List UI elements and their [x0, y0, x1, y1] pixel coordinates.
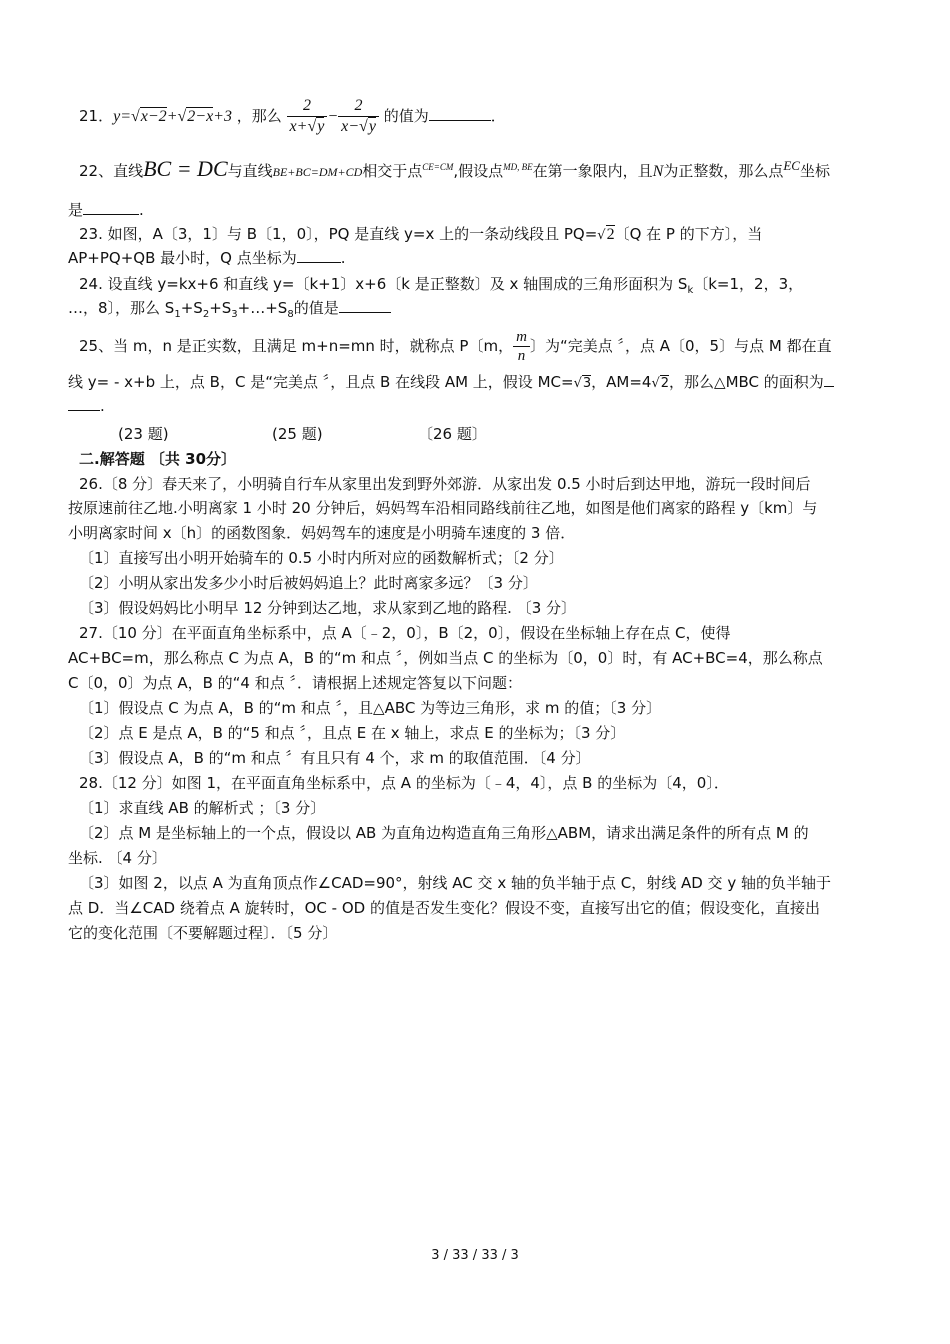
answer-blank — [83, 200, 139, 215]
question-25-line3: . — [68, 396, 888, 416]
question-28-part3-cont2: 它的变化范围〔不要解题过程〕．〔5 分〕 — [68, 924, 338, 942]
sqrt-term-2: 2−x — [187, 108, 214, 125]
question-26-part3: 〔3〕假设妈妈比小明早 12 分钟到达乙地，求从家到乙地的路程. 〔3 分〕 — [79, 599, 577, 617]
sqrt-term-1: x−2 — [140, 108, 167, 125]
question-28-part1: 〔1〕求直线 AB 的解析式 ；〔3 分〕 — [79, 799, 326, 817]
question-27-line1: 27.〔10 分〕在平面直角坐标系中，点 A〔﹣2，0〕，B〔2，0〕，假设在坐标轴上存在点 C，使得 — [79, 624, 731, 642]
answer-blank — [824, 372, 834, 387]
section-title: 二.解答题 〔共 30分〕 — [79, 450, 237, 468]
answer-blank — [339, 298, 391, 313]
question-21: 21．y=√x−2+√2−x+3 ，那么 $\frac{2}{x+√y}$ − $\frac{2}{x-√y}$ 的值为 ． — [79, 97, 506, 135]
answer-blank — [429, 106, 491, 121]
answer-blank — [68, 396, 100, 411]
fraction-1: $\frac{2}{x+√y}$ — [287, 96, 328, 137]
figure-caption-26: 〔26 题〕 — [418, 425, 487, 443]
answer-blank — [297, 248, 341, 263]
question-24-line2: …，8〕，那么 $S_1+S_2+S_3+\dots+S_8$的值是 — [68, 298, 888, 325]
question-27-part2: 〔2〕点 E 是点 A，B 的“5 和点 〞，且点 E 在 x 轴上，求点 E 的坐标为；〔3 分〕 — [79, 724, 626, 742]
question-25-line2: 线 y= - x+b 上，点 B，C 是“完美点 〞，且点 B 在线段 AM 上，假设 MC=√3，AM=4√2，那么△MBC 的面积为 — [68, 372, 888, 394]
question-24: 24. 设直线 y=kx+6 和直线 y=〔k+1〕x+6〔k 是正整数〕及 x 轴围成的三角形面积为 $S_k$〔k=1，2，3， — [79, 275, 804, 296]
page-number: 3 / 33 / 33 / 3 — [431, 1248, 519, 1263]
question-28-part3: 〔3〕如图 2，以点 A 为直角顶点作∠CAD=90°，射线 AC 交 x 轴的负半轴于点 C，射线 AD 交 y 轴的负半轴于 — [79, 874, 831, 892]
figure-caption-25: (25 题) — [272, 425, 323, 443]
question-28-part3-cont1: 点 D．当∠CAD 绕着点 A 旋转时，OC - OD 的值是否发生变化？假设不变，直接写出它的值；假设变化，直接出 — [68, 899, 820, 917]
question-28-line1: 28.〔12 分〕如图 1，在平面直角坐标系中，点 A 的坐标为〔﹣4，4〕，点 B 的坐标为〔4，0〕． — [79, 774, 729, 792]
question-23: 23. 如图，A〔3，1〕与 B〔1，0〕，PQ 是直线 y=x 上的一条动线段且 PQ=√2〔Q 在 P 的下方〕，当 — [79, 225, 763, 243]
question-27-part3: 〔3〕假设点 A，B 的“m 和点 〞有且只有 4 个，求 m 的取值范围．〔4 分〕 — [79, 749, 591, 767]
question-22: 22、直线BC = DC与直线BE+BC=DM+CD相交于点$^{CE=CM}$,假设点$^{MD, BE}$在第一象限内，且N为正整数，那么点$^{EC}$坐标 — [79, 156, 830, 181]
question-26-part1: 〔1〕直接写出小明开始骑车的 0.5 小时内所对应的函数解析式；〔2 分〕 — [79, 549, 564, 567]
figure-caption-23: (23 题) — [118, 425, 169, 443]
question-26-line1: 26.〔8 分〕春天来了，小明骑自行车从家里出发到野外郊游．从家出发 0.5 小时后到达甲地，游玩一段时间后 — [79, 475, 811, 493]
question-26-part2: 〔2〕小明从家出发多少小时后被妈妈追上？此时离家多远？〔3 分〕 — [79, 574, 538, 592]
question-26-line2: 按原速前往乙地.小明离家 1 小时 20 分钟后，妈妈驾车沿相同路线前往乙地，如图是他们离家的路程 y〔km〕与 — [68, 499, 818, 517]
question-28-part2-cont: 坐标. 〔4 分〕 — [68, 849, 167, 867]
question-23-line2: AP+PQ+QB 最小时，Q 点坐标为 . — [68, 249, 346, 267]
question-26-line3: 小明离家时间 x〔h〕的函数图象．妈妈驾车的速度是小明骑车速度的 3 倍． — [68, 524, 576, 542]
question-27-part1: 〔1〕假设点 C 为点 A，B 的“m 和点 〞，且△ABC 为等边三角形，求 m 的值；〔3 分〕 — [79, 699, 662, 717]
question-28-part2: 〔2〕点 M 是坐标轴上的一个点，假设以 AB 为直角边构造直角三角形△ABM，请求出满足条件的所有点 M 的 — [79, 824, 809, 842]
question-27-line3: C〔0，0〕为点 A，B 的“4 和点 〞．请根据上述规定答复以下问题： — [68, 674, 523, 692]
fraction-2: $\frac{2}{x-√y}$ — [338, 96, 379, 137]
question-25: 25、当 m，n 是正实数，且满足 m+n=mn 时，就称点 P〔m， $\frac{m}{n}$ 〕为“完美点 〞，点 A〔0，5〕与点 M 都在直 — [79, 329, 832, 364]
question-27-line2: AC+BC=m，那么称点 C 为点 A，B 的“m 和点 〞，例如当点 C 的坐标为〔0，0〕时，有 AC+BC=4，那么称点 — [68, 649, 823, 667]
question-22-line2: 是 . — [68, 201, 144, 219]
fraction-m-n: $\frac{m}{n}$ — [513, 328, 530, 365]
